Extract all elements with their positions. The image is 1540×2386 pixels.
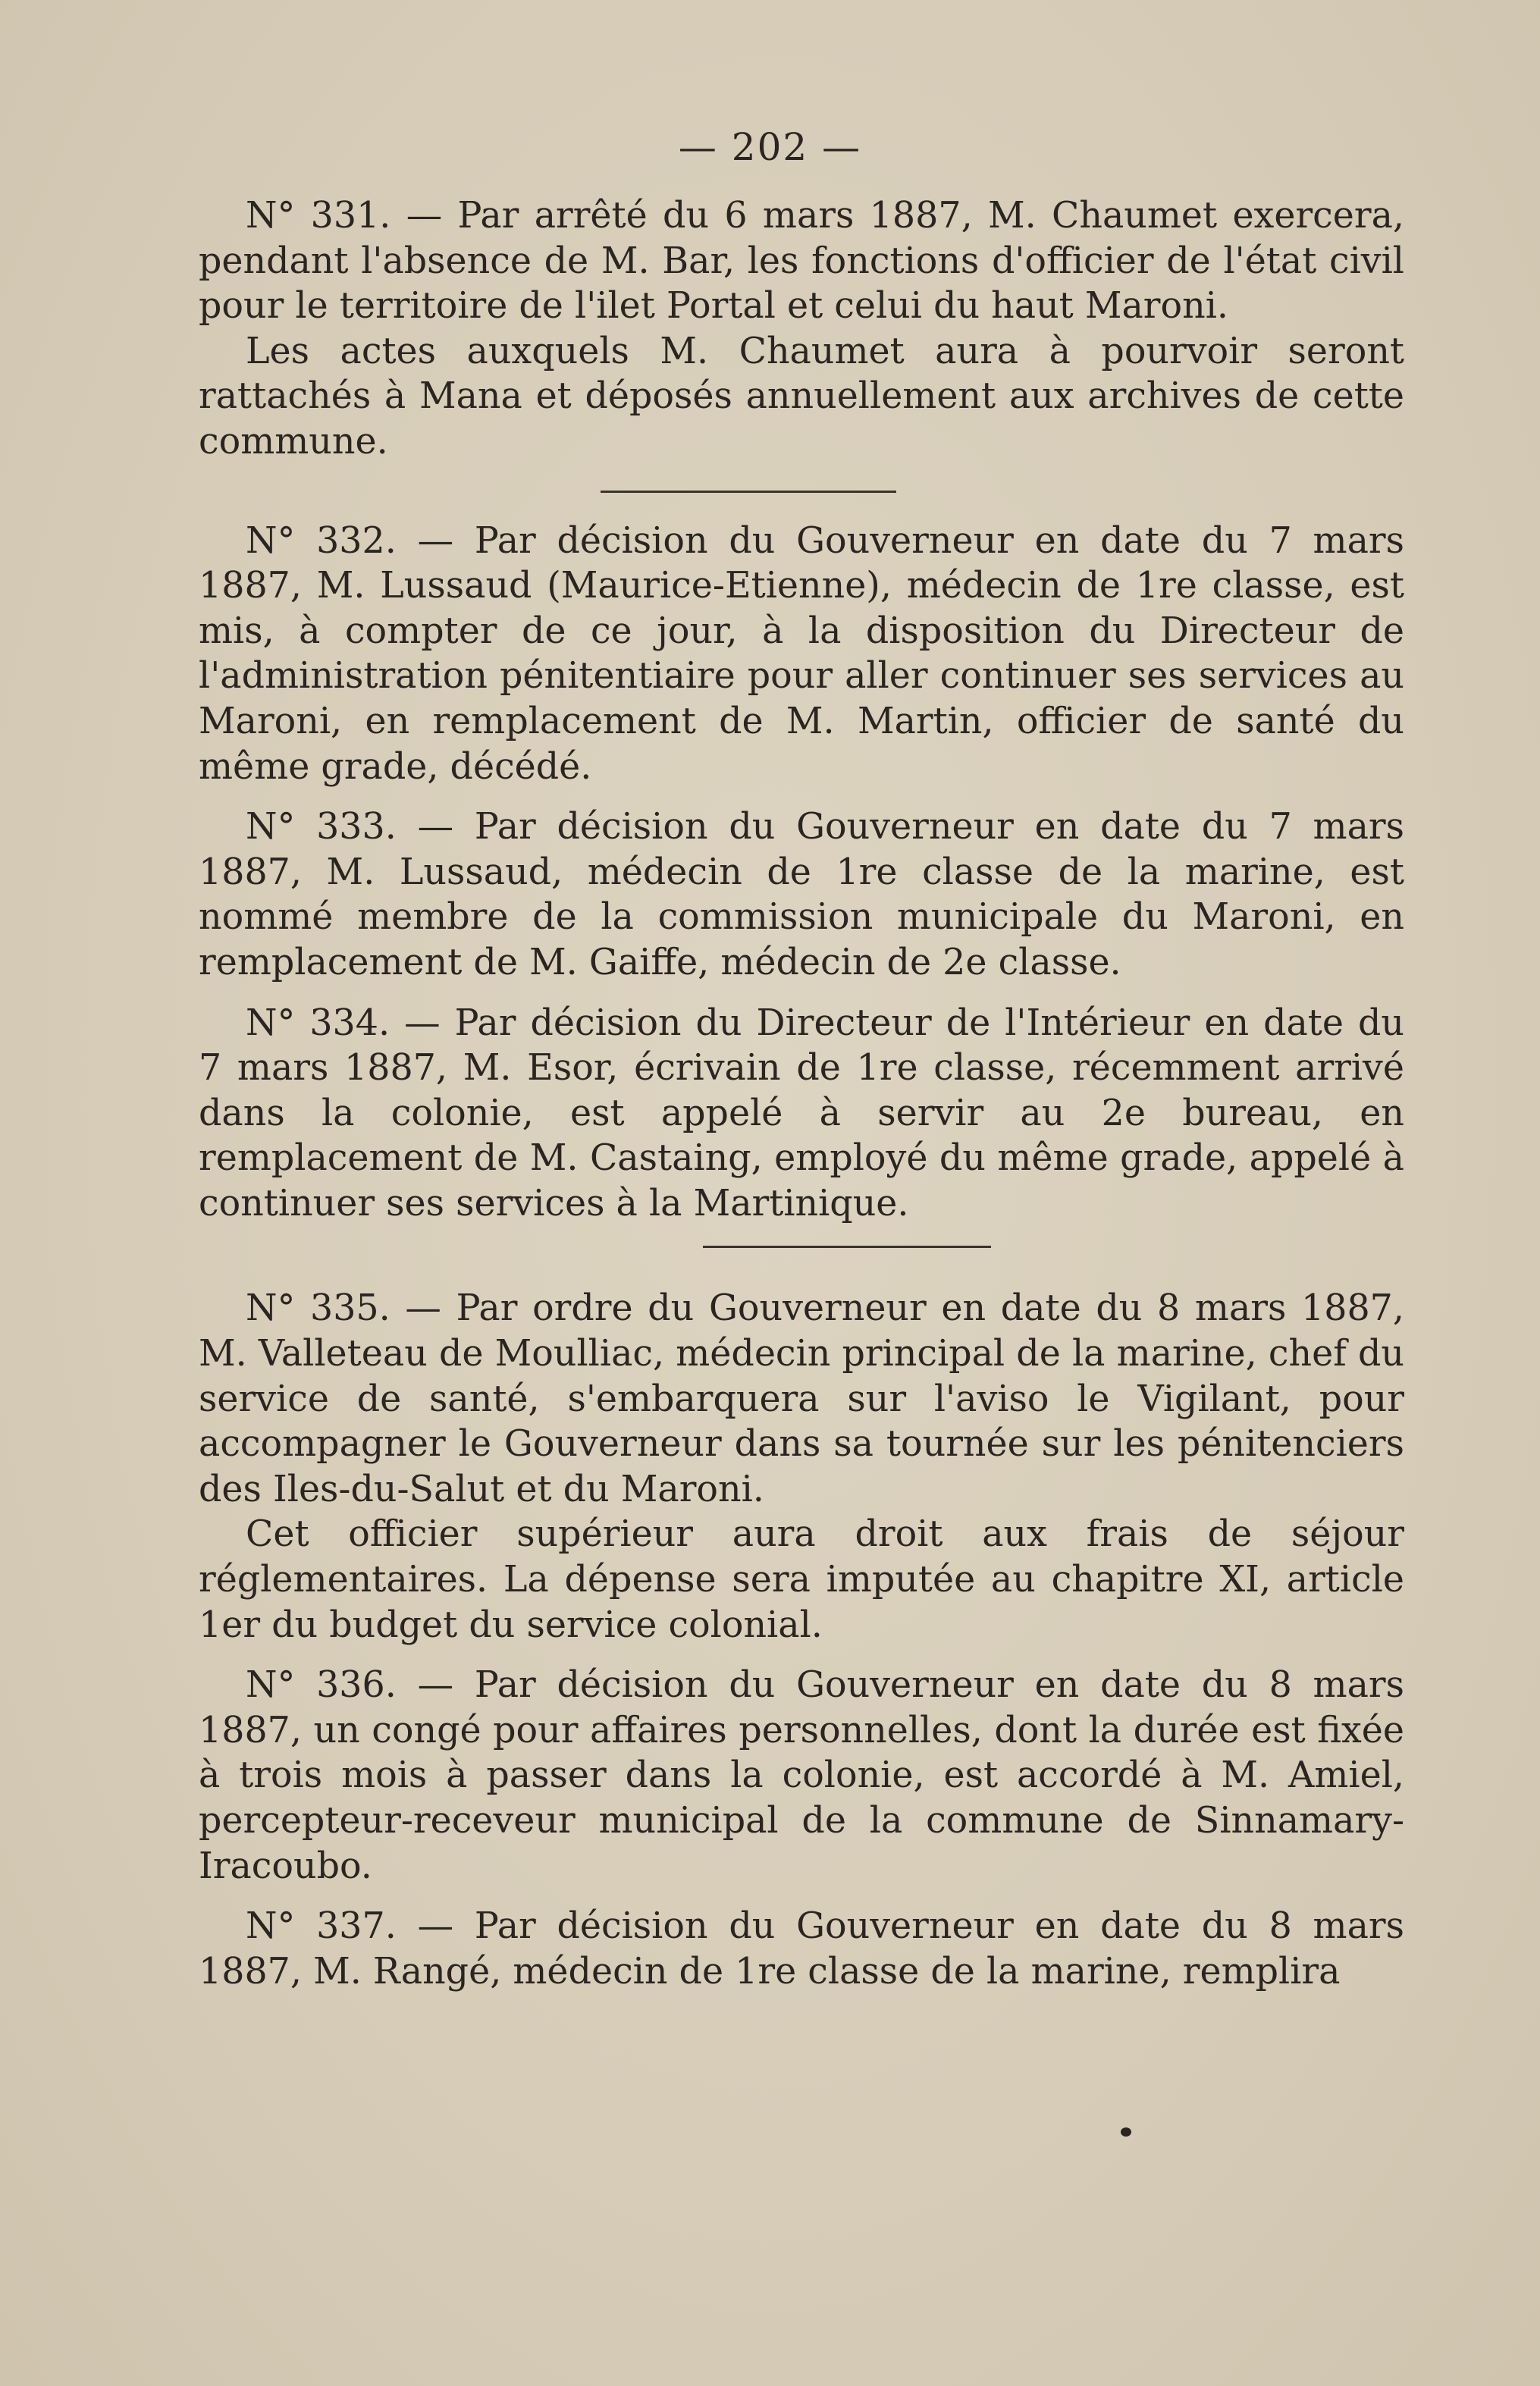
paragraph-333: N° 333. — Par décision du Gouverneur en date du 7 mars 1887, M. Lussaud, médecin de 1re classe de la marine, est nommé membre de la commission municipale du Maroni, en remplacement de M. Gaiffe, médecin de 2e classe.	[199, 806, 1404, 983]
paragraph-332: N° 332. — Par décision du Gouverneur en date du 7 mars 1887, M. Lussaud (Maurice-Etienne), médecin de 1re classe, est mis, à compter de ce jour, à la disposition du Directeur de l'administration pénitentiaire pour aller continuer ses services au Maroni, en remplacement de M. Martin, officier de santé du même grade, décédé.	[199, 519, 1404, 788]
paragraph-335-continued: Cet officier supérieur aura droit aux frais de séjour réglementaires. La dépense sera imputée au chapitre XI, article 1er du budget du service colonial.	[199, 1513, 1404, 1646]
ink-speck	[1121, 2127, 1131, 2137]
paragraph-331: N° 331. — Par arrêté du 6 mars 1887, M. Chaumet exercera, pendant l'absence de M. Bar, les fonctions d'officier de l'état civil pour le territoire de l'ilet Portal et celui du haut Maroni.	[199, 195, 1404, 328]
section-divider	[601, 491, 896, 493]
page-number: — 202 —	[678, 125, 862, 169]
paragraph-336: N° 336. — Par décision du Gouverneur en date du 8 mars 1887, un congé pour affaires personnelles, dont la durée est fixée à trois mois à passer dans la colonie, est accordé à M. Amiel, percepteur-receveur municipal de la commune de Sinnamary-Iracoubo.	[199, 1664, 1404, 1887]
paragraph-334: N° 334. — Par décision du Directeur de l'Intérieur en date du 7 mars 1887, M. Esor, écrivain de 1re classe, récemment arrivé dans la colonie, est appelé à servir au 2e bureau, en remplacement de M. Castaing, employé du même grade, appelé à continuer ses services à la Martinique.	[199, 1002, 1404, 1224]
paragraph-331-continued: Les actes auxquels M. Chaumet aura à pourvoir seront rattachés à Mana et déposés annuellement aux archives de cette commune.	[199, 330, 1404, 462]
paragraph-337: N° 337. — Par décision du Gouverneur en date du 8 mars 1887, M. Rangé, médecin de 1re classe de la marine, remplira	[199, 1905, 1404, 1993]
paragraph-335: N° 335. — Par ordre du Gouverneur en date du 8 mars 1887, M. Valleteau de Moulliac, médecin principal de la marine, chef du service de santé, s'embarquera sur l'aviso le Vigilant, pour accompagner le Gouverneur dans sa tournée sur les pénitenciers des Iles-du-Salut et du Maroni.	[199, 1287, 1404, 1510]
section-divider	[703, 1246, 991, 1248]
text-body	[199, 193, 1404, 1994]
